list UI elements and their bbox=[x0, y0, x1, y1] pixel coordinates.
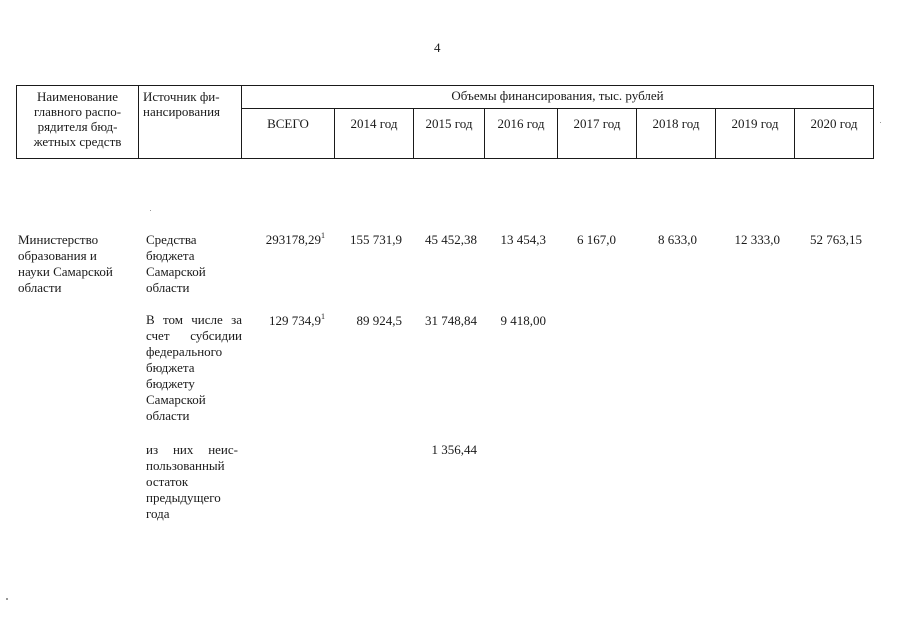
header-year-2020: 2020 год bbox=[795, 109, 874, 159]
row-3-source: из них неис-пользованный остаток предыдущего года bbox=[146, 442, 238, 521]
row-3-2015: 1 356,44 bbox=[431, 442, 477, 457]
page-number: 4 bbox=[434, 40, 441, 55]
row-2-total-footnote: 1 bbox=[321, 311, 325, 321]
header-year-2019: 2019 год bbox=[716, 109, 795, 159]
row-1-2016: 13 454,3 bbox=[500, 232, 546, 247]
row-1-2018: 8 633,0 bbox=[658, 232, 697, 247]
scan-speck bbox=[6, 598, 8, 600]
row-1-source: Средства бюджета Самарской области bbox=[146, 232, 206, 295]
scan-speck bbox=[880, 122, 881, 123]
row-1-2017: 6 167,0 bbox=[577, 232, 616, 247]
scan-speck bbox=[150, 210, 151, 211]
header-year-2015: 2015 год bbox=[414, 109, 485, 159]
row-2-2016: 9 418,00 bbox=[500, 313, 546, 328]
header-funding-source: Источник фи-нансирования bbox=[139, 86, 242, 159]
header-year-2017: 2017 год bbox=[558, 109, 637, 159]
header-year-2016: 2016 год bbox=[485, 109, 558, 159]
row-1-2014: 155 731,9 bbox=[350, 232, 402, 247]
header-funding-volumes: Объемы финансирования, тыс. рублей bbox=[242, 86, 874, 109]
ministry-name: Министерство образования и науки Самарской области bbox=[18, 232, 113, 295]
row-2-2014: 89 924,5 bbox=[356, 313, 402, 328]
row-1-2019: 12 333,0 bbox=[734, 232, 780, 247]
header-manager-name: Наименование главного распо-рядителя бюд-жетных средств bbox=[17, 86, 139, 159]
row-1-total-footnote: 1 bbox=[321, 230, 325, 240]
header-year-2018: 2018 год bbox=[637, 109, 716, 159]
row-1-total: 293178,29$^1$ bbox=[265, 230, 325, 247]
row-2-source: В том числе за счет субсидии федерального бюджета бюджету Самарской области bbox=[146, 312, 242, 423]
row-1-2015: 45 452,38 bbox=[425, 232, 477, 247]
row-2-total: 129 734,9$^1$ bbox=[269, 311, 325, 328]
row-2-2015: 31 748,84 bbox=[425, 313, 477, 328]
header-year-total: ВСЕГО bbox=[242, 109, 335, 159]
funding-table-header bbox=[16, 85, 874, 159]
row-1-2020: 52 763,15 bbox=[810, 232, 862, 247]
header-year-2014: 2014 год bbox=[335, 109, 414, 159]
